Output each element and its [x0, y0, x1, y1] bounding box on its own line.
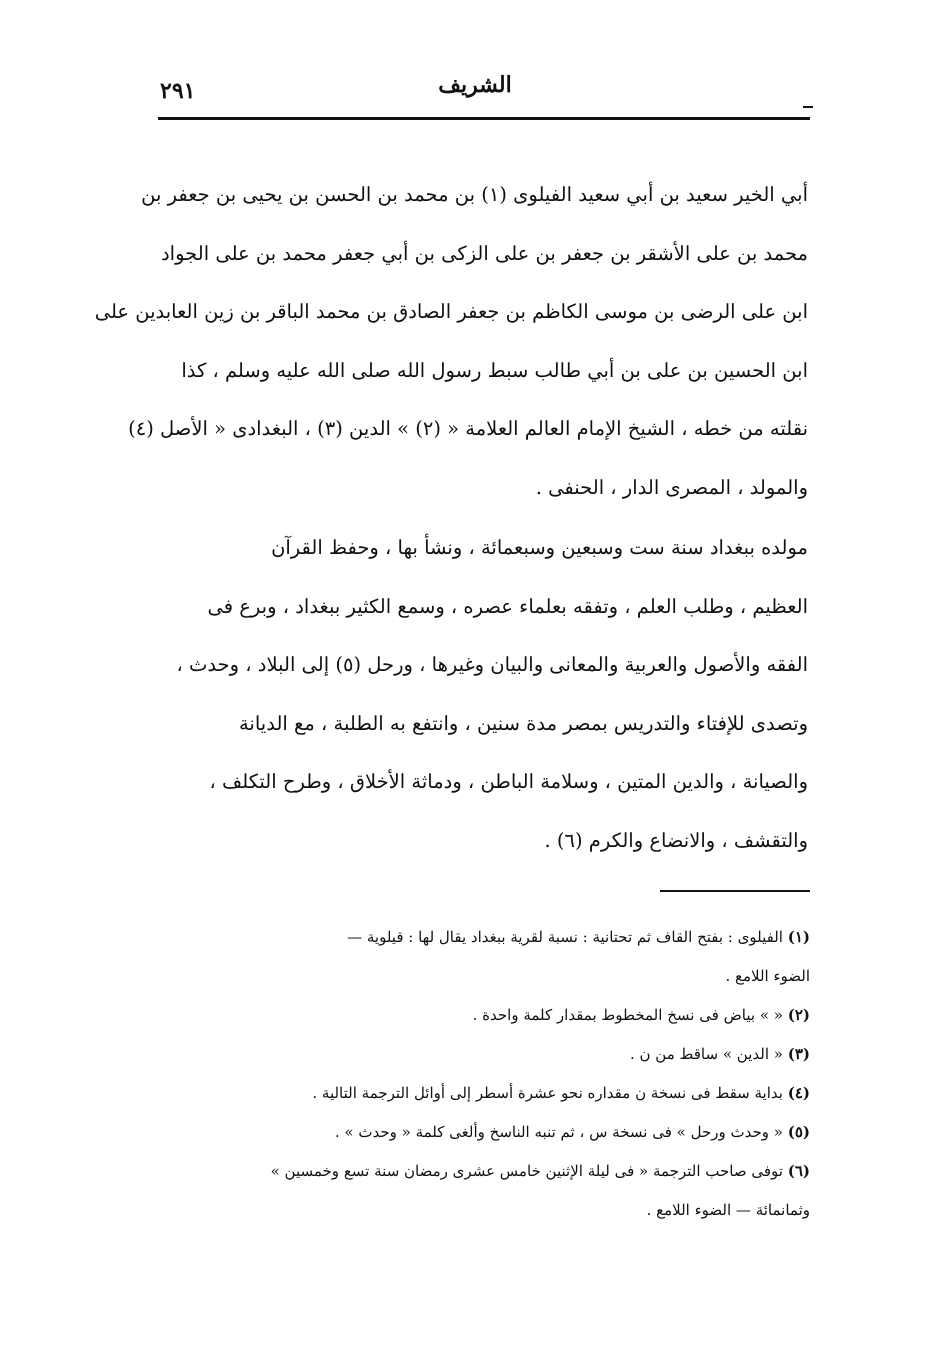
footnote-1 [160, 918, 810, 996]
text-line: والمولد ، المصرى الدار ، الحنفى . [535, 475, 808, 499]
footnote-text: توفى صاحب الترجمة « فى ليلة الإثنين خامس عشرى رمضان سنة تسع وخمسين » [270, 1162, 783, 1180]
footnote-number: (٦) [787, 1162, 810, 1180]
footnote-6 [160, 1152, 810, 1230]
text-line: ابن الحسين بن على بن أبي طالب سبط رسول الله صلى الله عليه وسلم ، كذا [181, 358, 808, 382]
paragraph-biography-lineage [94, 166, 808, 517]
footnote-line: الضوء اللامع . [725, 967, 810, 985]
footnote-number: (٤) [787, 1084, 810, 1102]
footnotes [160, 918, 810, 1230]
footnote-line [160, 918, 810, 957]
text-line: والتقشف ، والانضاع والكرم (٦) . [544, 828, 808, 852]
text-line: نقلته من خطه ، الشيخ الإمام العالم العلامة « (٢) » الدين (٣) ، البغدادى « الأصل (٤) [128, 417, 808, 440]
footnote-separator [660, 890, 810, 892]
footnote-2 [160, 996, 810, 1035]
footnote-text: « » بياض فى نسخ المخطوط بمقدار كلمة واحدة . [472, 1006, 783, 1024]
text-line: العظيم ، وطلب العلم ، وتفقه بعلماء عصره ، وسمع الكثير ببغداد ، وبرع فى [207, 594, 808, 618]
text-line: ابن على الرضى بن موسى الكاظم بن جعفر الصادق بن محمد الباقر بن زين العابدين على [94, 300, 808, 323]
page-number: ٢٩١ [160, 78, 196, 104]
footnote-3 [160, 1035, 810, 1074]
text-line: مولده ببغداد سنة ست وسبعين وسبعمائة ، ونشأ بها ، وحفظ القرآن [271, 536, 808, 559]
footnote-text: الفيلوى : بفتح القاف ثم تحتانية : نسبة لقرية ببغداد يقال لها : قيلوية — [347, 928, 783, 946]
footnote-line [160, 996, 810, 1035]
footnote-line [160, 1074, 810, 1113]
footnote-text: بداية سقط فى نسخة ن مقداره نحو عشرة أسطر إلى أوائل الترجمة التالية . [312, 1084, 783, 1102]
footnote-5 [160, 1113, 810, 1152]
footnote-text: « وحدث ورحل » فى نسخة س ، ثم تنبه الناسخ وألغى كلمة « وحدث » . [334, 1123, 783, 1141]
footnote-line [160, 1152, 810, 1191]
running-title: الشريف [438, 72, 512, 98]
text-line: والصيانة ، والدين المتين ، وسلامة الباطن ، ودماثة الأخلاق ، وطرح التكلف ، [209, 770, 808, 793]
footnote-number: (٣) [787, 1045, 810, 1063]
header-rule [158, 117, 810, 120]
footnote-number: (١) [787, 928, 810, 946]
text-line: وتصدى للإفتاء والتدريس بمصر مدة سنين ، وانتفع به الطلبة ، مع الديانة [238, 711, 808, 735]
footnote-line [160, 1035, 810, 1074]
footnote-text: « الدين » ساقط من ن . [629, 1045, 783, 1063]
text-line: أبي الخير سعيد بن أبي سعيد الفيلوى (١) بن محمد بن الحسن بن يحيى بن جعفر بن [141, 183, 808, 206]
footnote-line: وثمانمائة — الضوء اللامع . [646, 1201, 810, 1219]
footnote-number: (٢) [787, 1006, 810, 1024]
text-line: محمد بن على الأشقر بن جعفر بن على الزكى بن أبي جعفر محمد بن على الجواد [161, 241, 808, 265]
text-line: الفقه والأصول والعربية والمعانى والبيان وغيرها ، ورحل (٥) إلى البلاد ، وحدث ، [176, 653, 808, 676]
footnote-line [160, 1113, 810, 1152]
paragraph-biography-life [160, 519, 808, 870]
header-rule-tick [803, 106, 813, 108]
footnote-number: (٥) [787, 1123, 810, 1141]
footnote-4 [160, 1074, 810, 1113]
